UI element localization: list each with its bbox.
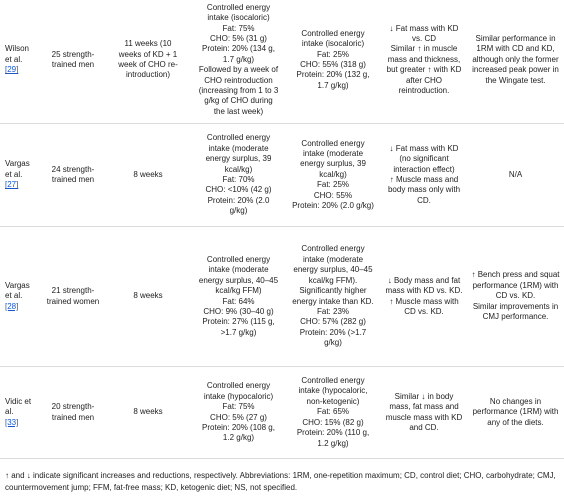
cell-line: CMJ performance. <box>482 312 549 322</box>
kd-diet-cell <box>192 124 285 227</box>
cell-line: CHO: 9% (30–40 g) <box>203 306 274 316</box>
author-cell <box>0 0 42 124</box>
population-cell <box>42 124 104 227</box>
cell-line: performance (1RM) with <box>472 280 559 290</box>
cell-line: Controlled energy <box>206 2 271 12</box>
cell-line: the last week) <box>213 106 264 116</box>
population-cell <box>42 0 104 124</box>
table-row <box>0 0 564 124</box>
cell-line: intake (hypocaloric, <box>298 386 368 396</box>
cell-line: Similar improvements in <box>472 301 559 311</box>
cell-line: Fat: 70% <box>222 175 255 184</box>
control-diet-cell <box>285 124 381 227</box>
cell-line: 20 strength- <box>51 402 95 412</box>
body-composition-cell <box>381 124 467 227</box>
cell-line: CHO: 15% (82 g) <box>302 417 364 427</box>
cell-line: trained men <box>51 60 95 69</box>
cell-line: Significantly higher <box>299 286 367 296</box>
cell-line: muscle mass with KD <box>385 412 463 422</box>
cell-line: Fat: 23% <box>316 306 349 316</box>
cell-line: Vargas <box>5 159 30 169</box>
cell-line: CHO: 5% (27 g) <box>210 412 267 422</box>
cell-line: intake (isocaloric) <box>207 13 270 23</box>
table-row <box>0 227 564 367</box>
cell-line: CHO: 55% (318 g) <box>300 60 366 69</box>
cell-line: body mass only with <box>387 185 461 195</box>
cell-line: CD vs. KD. <box>404 306 444 316</box>
cell-line: mass and thickness, <box>387 54 461 64</box>
cell-line: trained women <box>46 296 100 306</box>
cell-line: trained men <box>51 175 95 184</box>
cell-line: increased peak power in <box>472 65 559 75</box>
cell-line: ↑ Muscle mass and <box>389 175 459 184</box>
cell-line: 8 weeks <box>133 169 163 179</box>
cell-line: CHO: <10% (42 g) <box>205 185 272 195</box>
body-composition-cell <box>381 367 467 459</box>
cell-line: Similar performance in <box>475 33 556 43</box>
cell-line: 24 strength- <box>51 164 95 174</box>
cell-line: ↓ Fat mass with KD <box>389 23 459 33</box>
reference-link[interactable]: [27] <box>5 180 19 190</box>
cell-line: et al. <box>5 54 23 64</box>
duration-cell <box>104 124 192 227</box>
duration-cell <box>104 227 192 367</box>
cell-line: intake (isocaloric) <box>301 39 365 49</box>
table-row <box>0 124 564 227</box>
cell-line: et al. <box>5 291 23 301</box>
cell-line: Fat: 65% <box>316 407 349 417</box>
cell-line: intake (moderate <box>302 148 364 158</box>
cell-line: 1.2 g/kg) <box>222 433 255 443</box>
cell-line: Controlled energy <box>206 381 271 391</box>
cell-line: vs. CD <box>412 33 436 43</box>
cell-line: 1RM with CD and KD, <box>476 44 555 54</box>
cell-line: 1.7 g/kg) <box>222 54 255 64</box>
performance-cell <box>467 227 564 367</box>
performance-cell <box>467 367 564 459</box>
cell-line: energy surplus, 40–45 <box>198 275 279 285</box>
cell-line: energy surplus, 39 <box>205 154 272 164</box>
cell-line: Fat: 25% <box>316 49 349 59</box>
cell-line: kcal/kg FFM) <box>215 286 262 296</box>
cell-line: kcal/kg) <box>319 169 347 179</box>
cell-line: ↓ Body mass and fat <box>387 275 461 285</box>
cell-line: Protein: 20% (2.0 <box>207 195 270 205</box>
cell-line: ↓ Fat mass with KD <box>389 143 459 153</box>
cell-line: ↑ Muscle mass with <box>389 296 459 306</box>
cell-line: Protein: 20% (132 g, <box>296 70 370 80</box>
cell-line: (increasing from 1 to 3 <box>198 86 279 96</box>
cell-line: trained men <box>51 412 95 422</box>
cell-line: CHO reintroduction <box>204 75 273 85</box>
cell-line: N/A <box>508 169 523 179</box>
cell-line: Fat: 75% <box>222 402 255 412</box>
cell-line: and CD. <box>409 422 439 432</box>
cell-line: CHO: 55% <box>313 190 353 200</box>
cell-line: kcal/kg) <box>224 164 253 174</box>
cell-line: introduction) <box>125 70 171 80</box>
cell-line: g/kg) <box>324 338 342 348</box>
cell-line: Protein: 20% (>1.7 <box>299 327 367 337</box>
kd-diet-cell <box>192 367 285 459</box>
cell-line: Controlled energy <box>301 28 365 38</box>
cell-line: et al. <box>5 169 23 179</box>
performance-cell <box>467 0 564 124</box>
reference-link[interactable]: [28] <box>5 301 19 311</box>
control-diet-cell <box>285 0 381 124</box>
performance-cell <box>467 124 564 227</box>
cell-line: intake (moderate <box>208 143 269 153</box>
cell-line: 21 strength- <box>51 286 95 296</box>
cell-line: Protein: 20% (134 g, <box>202 44 275 54</box>
cell-line: after CHO <box>405 75 442 85</box>
cell-line: Controlled energy <box>206 254 271 264</box>
table-footnote: ↑ and ↓ indicate significant increases and reductions, respectively. Abbreviations: 1RM, one-repetition maximum; CD, control diet; CHO, carbohydrate; CMJ, countermovement jump; FFM, fat-free mass; KD, ketogenic diet; NS, not specified. <box>5 471 556 492</box>
table-row <box>0 367 564 459</box>
cell-line: week of CHO re- <box>118 60 178 69</box>
cell-line: Protein: 20% (108 g, <box>202 422 275 432</box>
cell-line: CD vs. KD. <box>495 291 536 301</box>
cell-line: Fat: 64% <box>222 296 255 306</box>
kd-diet-cell <box>192 0 285 124</box>
cell-line: non-ketogenic) <box>306 396 360 406</box>
duration-cell <box>104 367 192 459</box>
cell-line: (no significant <box>399 154 449 164</box>
reference-link[interactable]: [29] <box>5 65 19 75</box>
cell-line: mass, fat mass and <box>389 402 459 412</box>
cell-line: kcal/kg FFM). <box>308 275 358 285</box>
control-diet-cell <box>285 367 381 459</box>
cell-line: intake (moderate <box>302 254 364 264</box>
cell-line: 25 strength- <box>51 49 95 59</box>
cell-line: but greater ↑ with KD <box>386 65 462 75</box>
cell-line: Controlled energy <box>301 376 365 386</box>
cell-line: intake (hypocaloric) <box>203 391 274 401</box>
cell-line: No changes in <box>489 396 542 406</box>
reference-link[interactable]: [33] <box>5 417 19 427</box>
cell-line: Vargas <box>5 280 30 290</box>
cell-line: 11 weeks (10 <box>124 39 172 49</box>
body-composition-cell <box>381 227 467 367</box>
cell-line: g/kg of CHO during <box>204 96 273 106</box>
cell-line: g/kg) <box>229 206 248 216</box>
cell-line: interaction effect) <box>393 164 455 174</box>
cell-line: energy surplus, 40–45 <box>293 265 373 275</box>
cell-line: although only the former <box>472 54 559 64</box>
cell-line: Controlled energy <box>301 138 365 148</box>
cell-line: 8 weeks <box>133 407 163 417</box>
cell-line: CD. <box>417 195 431 205</box>
author-cell <box>0 124 42 227</box>
cell-line: 8 weeks <box>133 291 163 301</box>
cell-line: Controlled energy <box>301 244 365 254</box>
cell-line: >1.7 g/kg) <box>220 327 257 337</box>
cell-line: 1.2 g/kg) <box>317 438 349 448</box>
cell-line: Protein: 27% (115 g, <box>202 317 275 327</box>
cell-line: CHO: 5% (31 g) <box>210 33 267 43</box>
cell-line: the Wingate test. <box>485 75 546 85</box>
cell-line: Vidic et <box>5 396 32 406</box>
author-cell <box>0 367 42 459</box>
cell-line: energy intake than KD. <box>292 296 374 306</box>
population-cell <box>42 227 104 367</box>
cell-line: Protein: 20% (2.0 g/kg) <box>292 201 374 211</box>
cell-line: Fat: 25% <box>316 180 349 190</box>
cell-line: Fat: 75% <box>222 23 255 33</box>
cell-line: any of the diets. <box>487 417 544 427</box>
cell-line: al. <box>5 407 14 417</box>
cell-line: 1.7 g/kg) <box>317 80 349 90</box>
cell-line: CHO: 57% (282 g) <box>300 317 366 327</box>
body-composition-cell <box>381 0 467 124</box>
cell-line: reintroduction. <box>398 86 450 96</box>
cell-line: Wilson <box>5 44 30 54</box>
cell-line: Similar ↑ in muscle <box>390 44 458 54</box>
cell-line: Similar ↓ in body <box>394 391 454 401</box>
cell-line: intake (moderate <box>208 265 269 275</box>
control-diet-cell <box>285 227 381 367</box>
cell-line: Protein: 20% (110 g, <box>296 428 370 438</box>
kd-diet-cell <box>192 227 285 367</box>
cell-line: mass with KD vs. KD. <box>385 286 463 296</box>
cell-line: Followed by a week of <box>198 65 279 75</box>
cell-line: ↑ Bench press and squat <box>471 270 560 280</box>
author-cell <box>0 227 42 367</box>
cell-line: energy surplus, 39 <box>300 159 366 169</box>
cell-line: performance (1RM) with <box>472 407 559 417</box>
cell-line: weeks of KD + 1 <box>118 49 178 59</box>
duration-cell <box>104 0 192 124</box>
population-cell <box>42 367 104 459</box>
cell-line: Controlled energy <box>206 133 271 143</box>
